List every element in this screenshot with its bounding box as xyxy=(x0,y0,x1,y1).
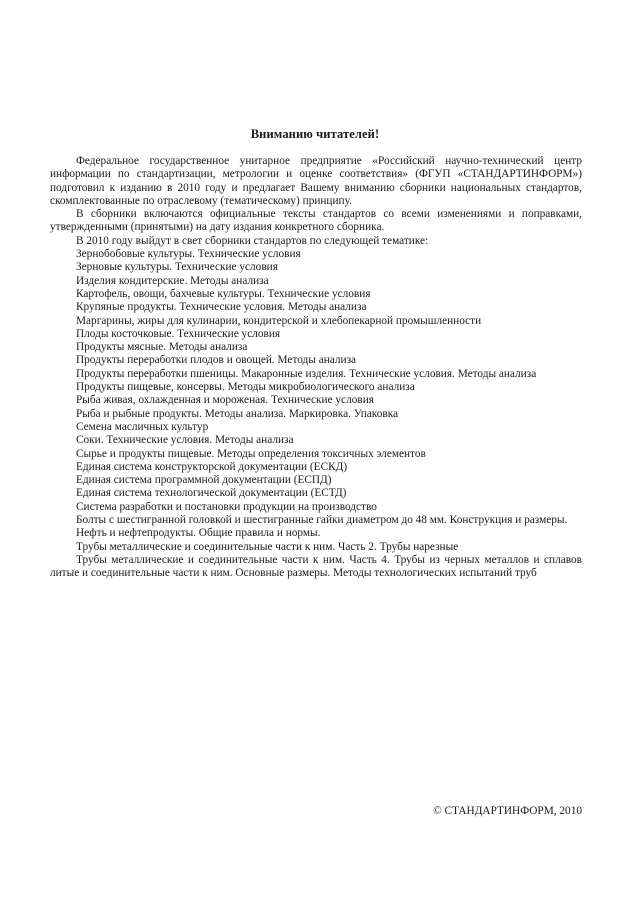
page-title: Вниманию читателей! xyxy=(250,127,380,141)
topic-item: Болты с шестигранной головкой и шестигранные гайки диаметром до 48 мм. Конструкция и размеры. xyxy=(76,514,568,527)
topic-item: Нефть и нефтепродукты. Общие правила и нормы. xyxy=(76,527,321,540)
topic-item: Единая система конструкторской документации (ЕСКД) xyxy=(76,460,348,473)
topic-item: Рыба и рыбные продукты. Методы анализа. Маркировка. Упаковка xyxy=(76,407,399,420)
topic-item: Картофель, овощи, бахчевые культуры. Технические условия xyxy=(76,287,371,300)
document-body xyxy=(50,155,582,581)
topic-item: Соки. Технические условия. Методы анализа xyxy=(76,434,294,447)
topic-item: Изделия кондитерские. Методы анализа xyxy=(76,274,269,287)
topic-item: Зерновые культуры. Технические условия xyxy=(76,261,278,274)
topic-item: Трубы металлические и соединительные части к ним. Часть 2. Трубы нарезные xyxy=(76,540,459,553)
topic-item: Маргарины, жиры для кулинарии, кондитерской и хлебопекарной промышленности xyxy=(76,314,482,327)
topic-item: Крупяные продукты. Технические условия. Методы анализа xyxy=(76,301,367,314)
topic-item: Система разработки и постановки продукции на производство xyxy=(76,500,377,513)
topic-item: Единая система технологической документации (ЕСТД) xyxy=(76,487,347,500)
topic-item: Сырье и продукты пищевые. Методы определения токсичных элементов xyxy=(76,447,426,460)
topic-item: Продукты переработки плодов и овощей. Методы анализа xyxy=(76,354,357,367)
intro-paragraph: Федеральное государственное унитарное предприятие «Российский научно-технический центр информации по стандартизации, метрологии и оценке соответствия» (ФГУП «СТАНДАРТИНФОРМ») подготовил к изданию в 2010 году и предлагает Вашему вниманию сборники национальных стандартов, скомплектованные по отраслевому (тематическому) принципу. xyxy=(50,155,582,207)
intro-paragraph: В 2010 году выйдут в свет сборники стандартов по следующей тематике: xyxy=(76,234,429,247)
topic-item: Плоды косточковые. Технические условия xyxy=(76,327,281,340)
topic-item: Трубы металлические и соединительные части к ним. Часть 4. Трубы из черных металлов и сплавов литые и соединительные части к ним. Основные размеры. Методы технологических испытаний труб xyxy=(50,553,582,580)
intro-paragraph: В сборники включаются официальные тексты стандартов со всеми изменениями и поправками, утвержденными (принятыми) на дату издания конкретного сборника. xyxy=(50,208,582,234)
topic-item: Рыба живая, охлажденная и мороженая. Технические условия xyxy=(76,394,374,407)
topic-item: Продукты переработки пшеницы. Макаронные изделия. Технические условия. Методы анализа xyxy=(76,367,537,380)
topic-item: Семена масличных культур xyxy=(76,420,209,433)
topic-item: Продукты пищевые, консервы. Методы микробиологического анализа xyxy=(76,381,415,394)
topic-item: Продукты мясные. Методы анализа xyxy=(76,341,248,354)
topic-item: Зернобобовые культуры. Технические условия xyxy=(76,248,301,261)
copyright-footer: © СТАНДАРТИНФОРМ, 2010 xyxy=(433,805,582,817)
topic-item: Единая система программной документации (ЕСПД) xyxy=(76,474,332,487)
